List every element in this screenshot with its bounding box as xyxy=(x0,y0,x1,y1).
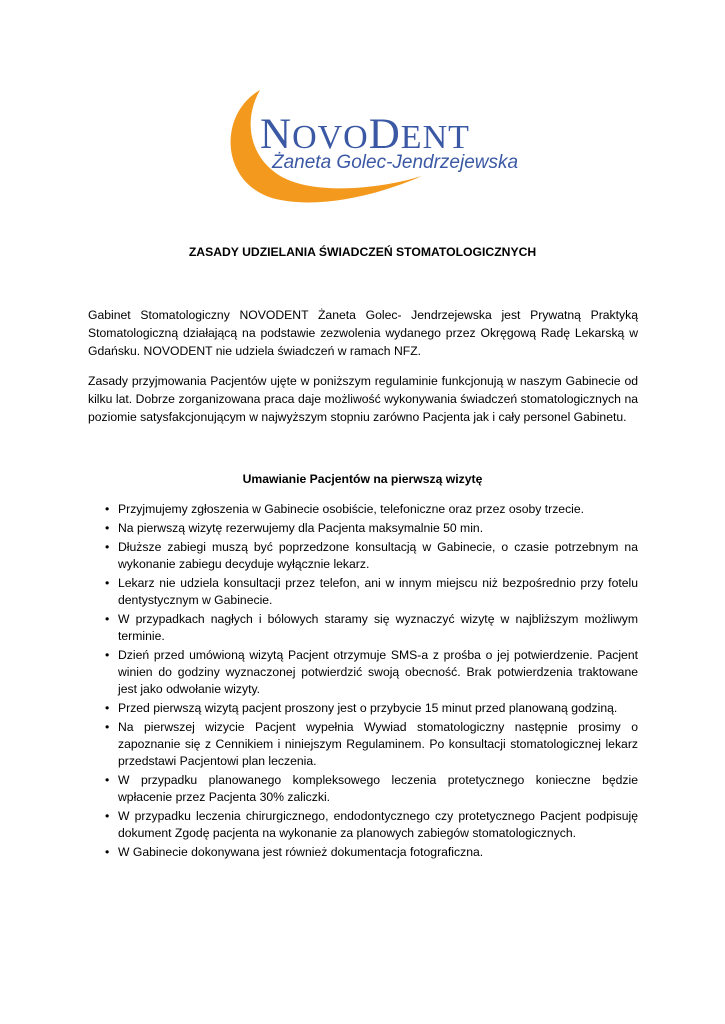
list-item-text: W przypadku leczenia chirurgicznego, endodontycznego czy protetycznego Pacjent podpisuję dokument Zgodę pacjenta na wykonanie za planowych zabiegów stomatologicznych. xyxy=(118,809,638,840)
bullet-icon: • xyxy=(105,576,110,590)
bullet-icon: • xyxy=(105,502,110,516)
logo-subtitle: Żaneta Golec-Jendrzejewska xyxy=(272,152,519,173)
bullet-icon: • xyxy=(105,773,110,787)
list-item xyxy=(88,520,638,537)
list-item-text: W Gabinecie dokonywana jest również dokumentacja fotograficzna. xyxy=(118,845,484,859)
intro-paragraph: Gabinet Stomatologiczny NOVODENT Żaneta Golec- Jendrzejewska jest Prywatną Praktyką Stomatologiczną działającą na podstawie zezwolenia wydanego przez Okręgową Radę Lekarską w Gdańsku. NOVODENT nie udziela świadczeń w ramach NFZ. xyxy=(88,308,638,358)
list-item-text: Dłuższe zabiegi muszą być poprzedzone konsultacją w Gabinecie, o czasie potrzebnym na wykonanie zabiegu decyduje wyłącznie lekarz. xyxy=(118,540,638,571)
bullet-icon: • xyxy=(105,701,110,715)
novodent-logo xyxy=(226,86,519,206)
list-item xyxy=(88,808,638,842)
rules-list xyxy=(88,501,638,863)
list-item-text: Lekarz nie udziela konsultacji przez telefon, ani w innym miejscu niż bezpośrednio przy fotelu dentystycznym w Gabinecie. xyxy=(118,576,638,607)
list-item-text: Na pierwszą wizytę rezerwujemy dla Pacjenta maksymalnie 50 min. xyxy=(118,521,484,535)
list-item-text: Na pierwszej wizycie Pacjent wypełnia Wywiad stomatologiczny następnie prosimy o zapoznanie się z Cennikiem i niniejszym Regulaminem. Po konsultacji stomatologicznej lekarz przedstawi Pacjentowi plan leczenia. xyxy=(118,720,638,768)
list-item xyxy=(88,501,638,518)
list-item xyxy=(88,539,638,573)
rules-intro-paragraph: Zasady przyjmowania Pacjentów ujęte w poniższym regulaminie funkcjonują w naszym Gabinecie od kilku lat. Dobrze zorganizowana praca daje możliwość wykonywania świadczeń stomatologicznych na poziomie satysfakcjonującym w najwyższym stopniu zarówno Pacjenta jak i cały personel Gabinetu. xyxy=(88,374,638,424)
bullet-icon: • xyxy=(105,809,110,823)
list-item xyxy=(88,647,638,698)
list-item xyxy=(88,700,638,717)
bullet-icon: • xyxy=(105,720,110,734)
list-item-text: Przed pierwszą wizytą pacjent proszony jest o przybycie 15 minut przed planowaną godziną. xyxy=(118,701,618,715)
document-title: ZASADY UDZIELANIA ŚWIADCZEŃ STOMATOLOGICZNYCH xyxy=(188,245,537,259)
section-title: Umawianie Pacjentów na pierwszą wizytę xyxy=(242,472,483,486)
list-item-text: W przypadku planowanego kompleksowego leczenia protetycznego konieczne będzie wpłacenie przez Pacjenta 30% zaliczki. xyxy=(118,773,638,804)
list-item-text: Dzień przed umówioną wizytą Pacjent otrzymuje SMS-a z prośba o jej potwierdzenie. Pacjent winien do godziny wyznaczonej potwierdzić swoją obecność. Brak potwierdzenia traktowane jest jako odwołanie wizyty. xyxy=(118,648,638,696)
list-item xyxy=(88,772,638,806)
bullet-icon: • xyxy=(105,612,110,626)
list-item xyxy=(88,575,638,609)
list-item-text: Przyjmujemy zgłoszenia w Gabinecie osobiście, telefoniczne oraz przez osoby trzecie. xyxy=(118,502,585,516)
bullet-icon: • xyxy=(105,648,110,662)
list-item xyxy=(88,844,638,861)
bullet-icon: • xyxy=(105,521,110,535)
bullet-icon: • xyxy=(105,845,110,859)
list-item xyxy=(88,719,638,770)
logo-brand-n: N xyxy=(260,111,293,158)
list-item xyxy=(88,611,638,645)
bullet-icon: • xyxy=(105,540,110,554)
logo-brand-ovo: OVO xyxy=(292,119,369,156)
list-item-text: W przypadkach nagłych i bólowych staramy się wyznaczyć wizytę w najbliższym możliwym terminie. xyxy=(118,612,638,643)
logo-brand-d: D xyxy=(368,111,401,158)
logo-brand-ent: ENT xyxy=(400,119,470,156)
